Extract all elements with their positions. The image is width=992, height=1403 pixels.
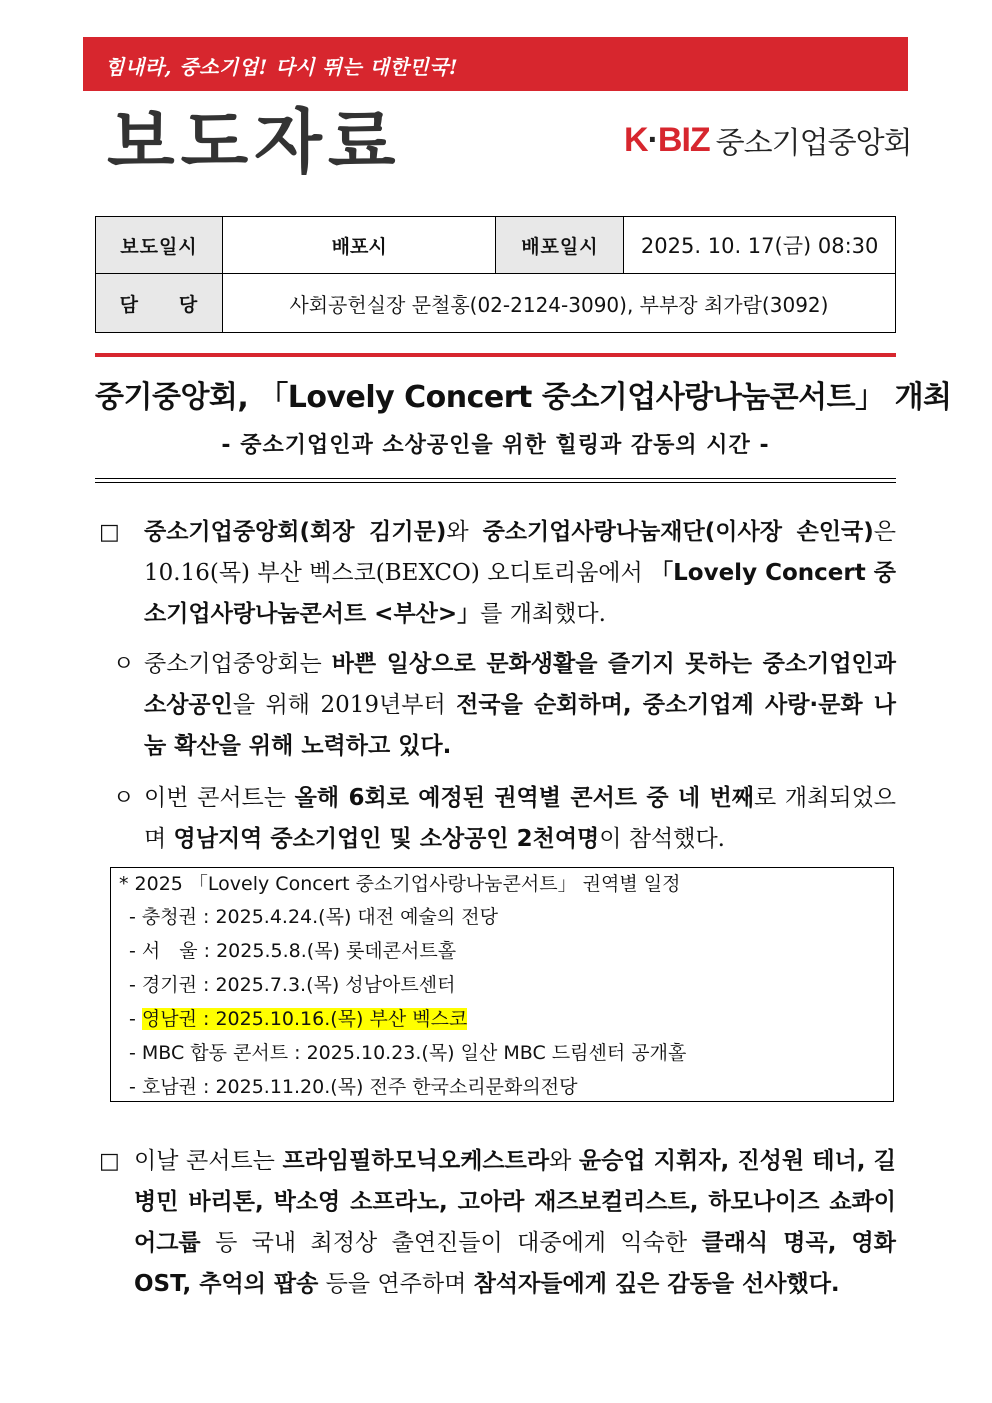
release-date-value: 2025. 10. 17(금) 08:30: [624, 217, 896, 274]
slogan-banner: [83, 37, 908, 91]
paragraph-3: 이번 콘서트는 올해 6회로 예정된 권역별 콘서트 중 네 번째로 개최되었으며 영남지역 중소기업인 및 소상공인 2천여명이 참석했다.: [144, 785, 897, 852]
paragraph-1: 중소기업중앙회(회장 김기문)와 중소기업사랑나눔재단(이사장 손인국)은 10.16(목) 부산 벡스코(BEXCO) 오디토리움에서 「Lovely Concert 중소기업사랑나눔콘서트 <부산>」를 개최했다.: [144, 519, 896, 627]
headline: 중기중앙회, 「Lovely Concert 중소기업사랑나눔콘서트」 개최: [95, 380, 952, 415]
paragraph-2: 중소기업중앙회는 바쁜 일상으로 문화생활을 즐기지 못하는 중소기업인과 소상공인을 위해 2019년부터 전국을 순회하며, 중소기업계 사랑·문화 나눔 확산을 위해 노력하고 있다.: [144, 651, 896, 759]
circle-bullet-icon: ㅇ: [113, 652, 135, 677]
schedule-item-highlighted: - 영남권 : 2025.10.16.(목) 부산 벡스코: [129, 1008, 468, 1030]
highlight: 영남권 : 2025.10.16.(목) 부산 벡스코: [141, 1008, 468, 1030]
schedule-title: * 2025 「Lovely Concert 중소기업사랑나눔콘서트」 권역별 일정: [119, 873, 681, 895]
paragraph-4: 이날 콘서트는 프라임필하모닉오케스트라와 윤승업 지휘자, 진성원 테너, 길병민 바리톤, 박소영 소프라노, 고아라 재즈보컬리스트, 하모나이즈 쇼콰이어그룹 등 국내 최정상 출연진들이 대중에게 익숙한 클래식 명곡, 영화 OST, 추억의 팝송 등을 연주하며 참석자들에게 깊은 감동을 선사했다.: [134, 1148, 897, 1297]
release-info-table: [95, 216, 896, 333]
kbiz-logo-mark: K·BIZ: [624, 120, 710, 159]
contact-label: 담 당: [96, 274, 223, 333]
press-date-label: 보도일시: [96, 217, 223, 274]
schedule-item: - 호남권 : 2025.11.20.(목) 전주 한국소리문화의전당: [129, 1076, 578, 1098]
slogan-text: 힘내라, 중소기업! 다시 뛰는 대한민국!: [105, 55, 459, 79]
square-bullet-icon: □: [99, 1149, 120, 1174]
subheadline: - 중소기업인과 소상공인을 위한 힐링과 감동의 시간 -: [221, 433, 770, 458]
release-date-label: 배포일시: [496, 217, 624, 274]
kbiz-logo: [624, 118, 912, 162]
schedule-item: - 경기권 : 2025.7.3.(목) 성남아트센터: [129, 974, 456, 996]
schedule-box: [110, 867, 894, 1102]
circle-bullet-icon: ㅇ: [113, 786, 135, 811]
kbiz-logo-org: 중소기업중앙회: [715, 126, 912, 161]
square-bullet-icon: □: [99, 520, 120, 545]
press-release-title: 보도자료: [107, 101, 402, 183]
double-rule-bottom: [95, 482, 896, 483]
press-date-value: 배포시: [222, 217, 496, 274]
schedule-item: - 서 울 : 2025.5.8.(목) 롯데콘서트홀: [129, 940, 457, 962]
schedule-item: - 충청권 : 2025.4.24.(목) 대전 예술의 전당: [129, 906, 498, 928]
title-divider: [95, 353, 896, 357]
double-rule-top: [95, 478, 896, 479]
contact-value: 사회공헌실장 문철홍(02-2124-3090), 부부장 최가람(3092): [222, 274, 895, 333]
schedule-item: - MBC 합동 콘서트 : 2025.10.23.(목) 일산 MBC 드림센터 공개홀: [129, 1042, 687, 1064]
